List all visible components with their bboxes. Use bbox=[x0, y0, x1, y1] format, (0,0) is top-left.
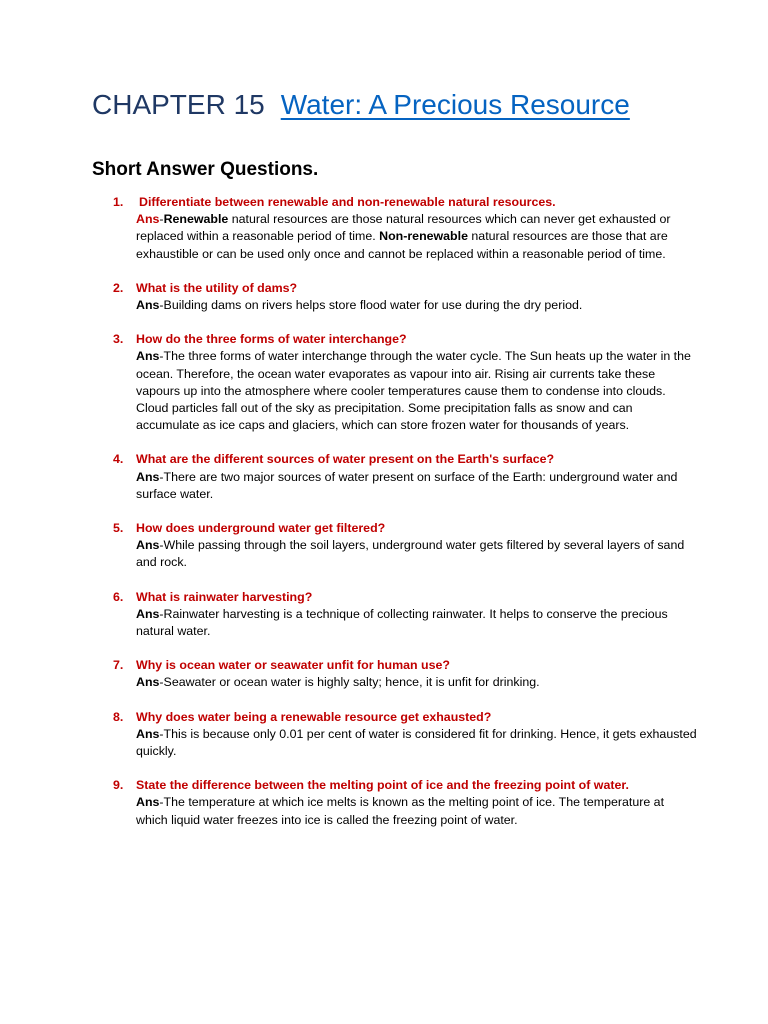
answer-body-part: natural resources are those natural resources which can never get exhausted or replaced within a reasonable period of time. bbox=[136, 212, 671, 244]
answer-text bbox=[136, 211, 698, 263]
answer-label: Ans bbox=[136, 212, 160, 227]
chapter-title-link[interactable]: Water: A Precious Resource bbox=[280, 89, 630, 120]
answer-body: -While passing through the soil layers, underground water gets filtered by several layers of sand and rock. bbox=[136, 538, 685, 570]
answer-body: -The temperature at which ice melts is known as the melting point of ice. The temperature at which liquid water freezes into ice is called the freezing point of water. bbox=[136, 795, 665, 827]
answer-text bbox=[136, 297, 698, 314]
answer-text bbox=[136, 348, 698, 434]
question-number: 9. bbox=[113, 778, 124, 793]
answer-label: Ans bbox=[136, 726, 160, 741]
answer-body: -This is because only 0.01 per cent of water is considered fit for drinking. Hence, it gets exhausted quickly. bbox=[136, 726, 697, 759]
question-number: 8. bbox=[113, 709, 124, 724]
question-text: What is rainwater harvesting? bbox=[136, 589, 313, 604]
question-text: State the difference between the melting point of ice and the freezing point of water. bbox=[136, 778, 629, 793]
question-text: Why does water being a renewable resource get exhausted? bbox=[136, 709, 492, 724]
question-text: What is the utility of dams? bbox=[136, 280, 298, 295]
answer-body-part: natural resources are those that are exhaustible or can be used only once and cannot be replaced within a reasonable period of time. bbox=[136, 229, 668, 261]
question-number: 1. bbox=[113, 195, 124, 209]
question-number: 7. bbox=[113, 658, 124, 673]
question-item-7 bbox=[92, 657, 698, 691]
answer-label: Ans bbox=[136, 606, 160, 621]
answer-term-non-renewable: Non-renewable bbox=[379, 229, 468, 244]
question-number: 6. bbox=[113, 589, 124, 604]
answer-label: Ans bbox=[136, 675, 160, 690]
answer-body: -Building dams on rivers helps store flood water for use during the dry period. bbox=[159, 298, 583, 313]
answer-text bbox=[136, 726, 698, 760]
question-number: 3. bbox=[113, 332, 124, 347]
question-item-9 bbox=[92, 777, 698, 829]
question-item-6 bbox=[92, 589, 698, 641]
question-text: Differentiate between renewable and non-renewable natural resources. bbox=[139, 195, 556, 209]
answer-body: -Seawater or ocean water is highly salty; hence, it is unfit for drinking. bbox=[159, 675, 540, 690]
answer-text bbox=[136, 469, 698, 503]
answer-label: Ans bbox=[136, 795, 160, 810]
question-list bbox=[92, 194, 698, 829]
answer-label: Ans bbox=[136, 349, 160, 364]
question-number: 5. bbox=[113, 521, 124, 536]
chapter-number: CHAPTER 15 bbox=[92, 89, 265, 120]
answer-label: Ans bbox=[136, 298, 160, 313]
question-item-2 bbox=[92, 280, 698, 314]
chapter-heading bbox=[92, 88, 698, 122]
answer-label: Ans bbox=[136, 538, 160, 553]
answer-text bbox=[136, 606, 698, 640]
answer-text bbox=[136, 794, 698, 828]
answer-body: -There are two major sources of water present on surface of the Earth: underground water and surface water. bbox=[136, 469, 678, 501]
question-text: How do the three forms of water interchange? bbox=[136, 332, 407, 347]
question-text: Why is ocean water or seawater unfit for human use? bbox=[136, 658, 450, 673]
question-number: 2. bbox=[113, 280, 124, 295]
answer-body: -Rainwater harvesting is a technique of collecting rainwater. It helps to conserve the precious natural water. bbox=[136, 606, 668, 639]
section-heading: Short Answer Questions. bbox=[92, 159, 319, 180]
question-text: What are the different sources of water present on the Earth's surface? bbox=[136, 452, 555, 467]
answer-body: -The three forms of water interchange through the water cycle. The Sun heats up the water in the ocean. Therefore, the ocean water evaporates as vapour into air. Rising air currents take these vapours up into the atmosphere where cooler temperatures cause them to condense into clouds. Cloud particles fall out of the sky as precipitation. Some precipitation falls as snow and can accumulate as ice caps and glaciers, which can store frozen water for thousands of years. bbox=[136, 349, 691, 433]
question-item-5 bbox=[92, 520, 698, 572]
question-text: How does underground water get filtered? bbox=[136, 521, 386, 536]
question-number: 4. bbox=[113, 452, 124, 467]
question-item-3 bbox=[92, 331, 698, 434]
question-item-8 bbox=[92, 709, 698, 761]
question-item-4 bbox=[92, 451, 698, 503]
answer-text bbox=[136, 537, 698, 571]
answer-term-renewable: Renewable bbox=[163, 212, 229, 227]
answer-label: Ans bbox=[136, 469, 160, 484]
answer-dash: - bbox=[159, 212, 164, 227]
question-item-1 bbox=[92, 194, 698, 263]
answer-text bbox=[136, 674, 698, 691]
